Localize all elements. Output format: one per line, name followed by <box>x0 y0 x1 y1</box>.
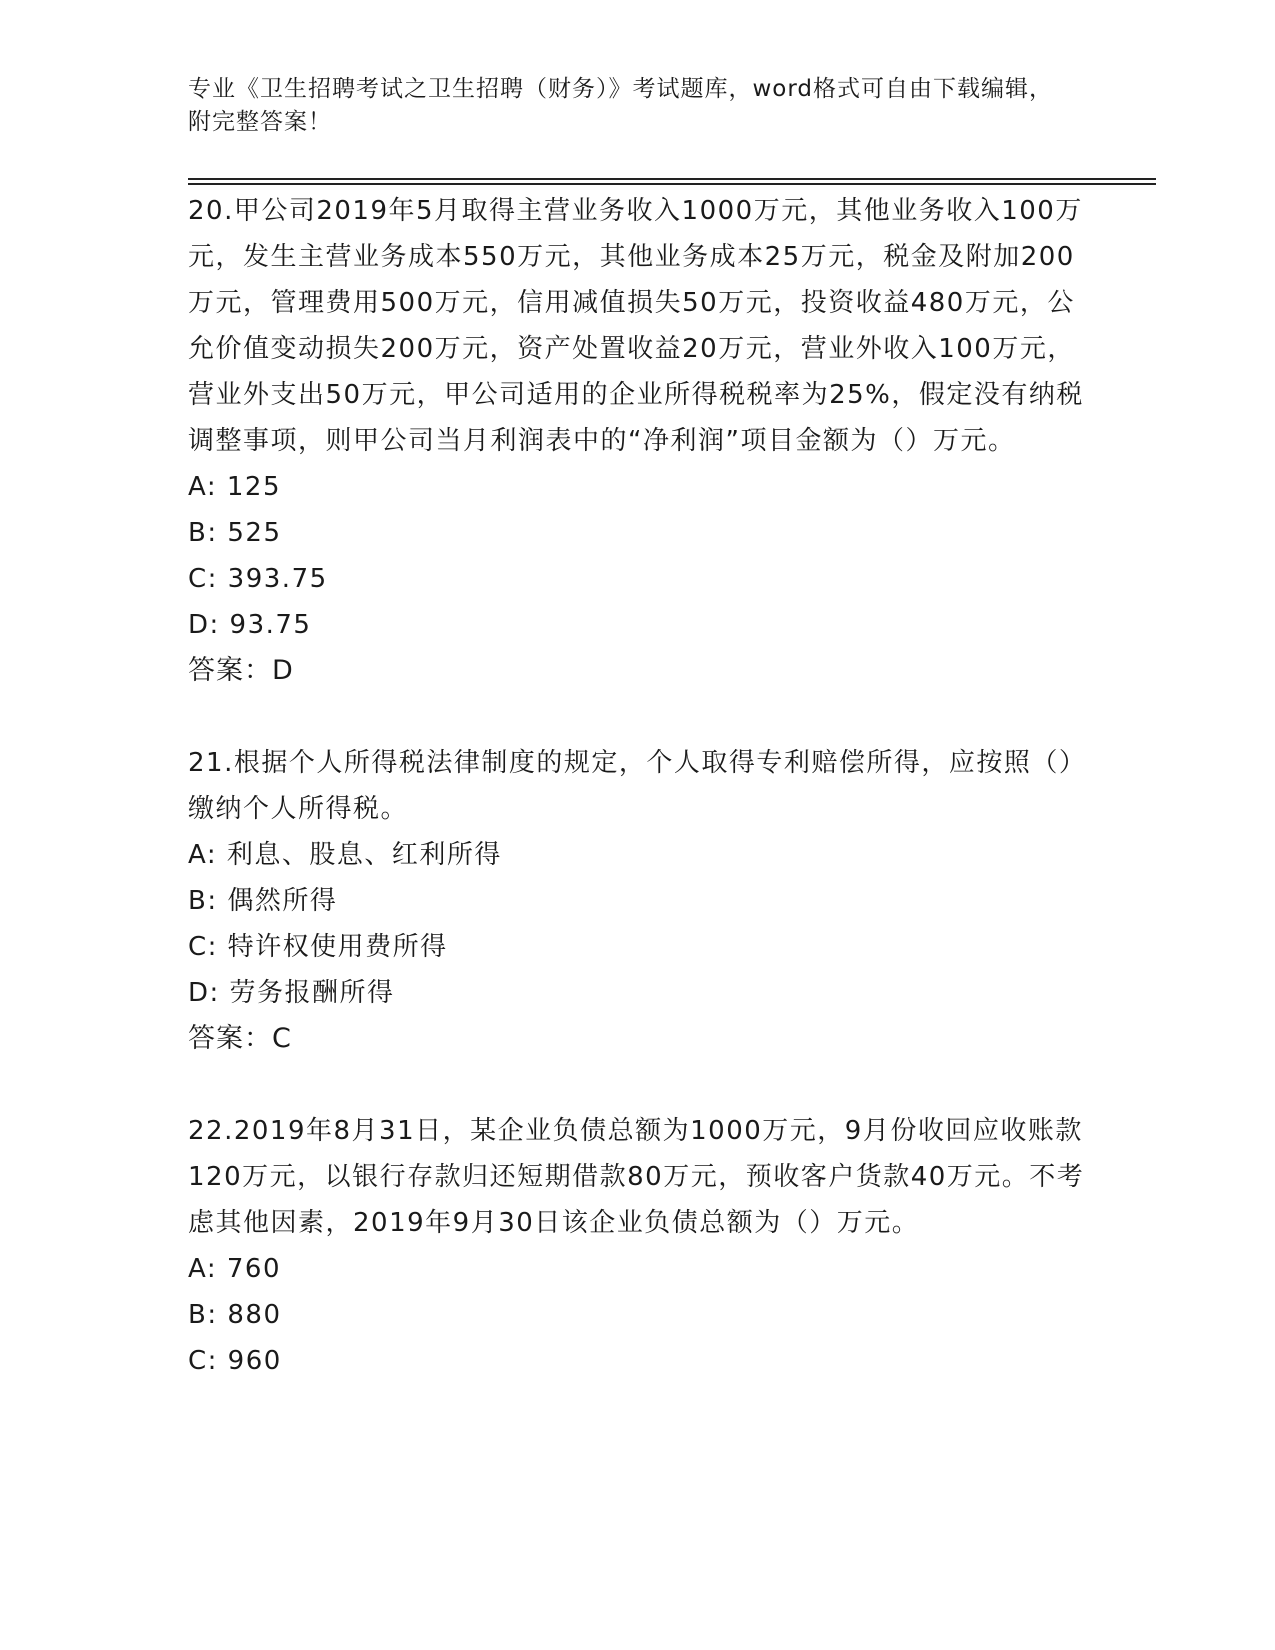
header-rule-bottom <box>188 183 1156 185</box>
question-21 <box>188 740 1088 1062</box>
question-spacer <box>188 1062 1088 1108</box>
answer: 答案：D <box>188 655 294 686</box>
option-c: C: 393.75 <box>188 564 328 594</box>
question-20 <box>188 188 1088 694</box>
option-c: C: 特许权使用费所得 <box>188 932 448 962</box>
question-text: 22.2019年8月31日，某企业负债总额为1000万元，9月份收回应收账款120万元，以银行存款归还短期借款80万元，预收客户货款40万元。不考虑其他因素，2019年9月30日该企业负债总额为（）万元。 <box>188 1116 1085 1238</box>
option-d: D: 93.75 <box>188 610 312 640</box>
question-text: 20.甲公司2019年5月取得主营业务收入1000万元，其他业务收入100万元，发生主营业务成本550万元，其他业务成本25万元，税金及附加200万元，管理费用500万元，信用减值损失50万元，投资收益480万元，公允价值变动损失200万元，资产处置收益20万元，营业外收入100万元，营业外支出50万元，甲公司适用的企业所得税税率为25%，假定没有纳税调整事项，则甲公司当月利润表中的“净利润”项目金额为（）万元。 <box>188 196 1084 456</box>
question-22 <box>188 1108 1088 1384</box>
option-a: A: 125 <box>188 472 281 502</box>
question-text: 21.根据个人所得税法律制度的规定，个人取得专利赔偿所得，应按照（）缴纳个人所得税。 <box>188 748 1087 824</box>
option-b: B: 525 <box>188 518 282 548</box>
header-rule-top <box>188 178 1156 180</box>
question-spacer <box>188 694 1088 740</box>
answer: 答案：C <box>188 1023 292 1054</box>
option-a: A: 760 <box>188 1254 281 1284</box>
document-header: 专业《卫生招聘考试之卫生招聘（财务）》考试题库，word格式可自由下载编辑，附完整答案！ <box>188 76 1054 135</box>
question-list <box>188 188 1088 1384</box>
option-b: B: 偶然所得 <box>188 886 338 916</box>
option-c: C: 960 <box>188 1346 282 1376</box>
option-b: B: 880 <box>188 1300 282 1330</box>
option-a: A: 利息、股息、红利所得 <box>188 840 502 870</box>
option-d: D: 劳务报酬所得 <box>188 978 395 1008</box>
